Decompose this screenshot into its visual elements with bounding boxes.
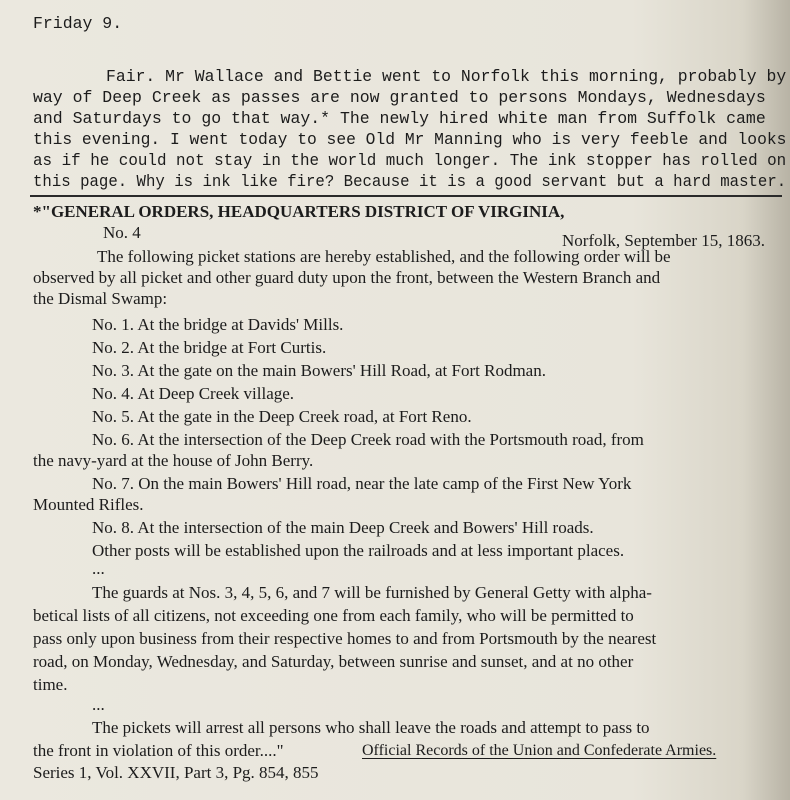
pickets-line-2: the front in violation of this order...." — [33, 741, 284, 760]
separator-rule — [30, 195, 782, 197]
source-reference: Series 1, Vol. XXVII, Part 3, Pg. 854, 855 — [33, 763, 319, 782]
orders-intro-2: observed by all picket and other guard duty upon the front, between the Western Branch and — [33, 268, 661, 287]
orders-place-date: Norfolk, September 15, 1863. — [562, 231, 766, 250]
guards-line-5: time. — [33, 675, 68, 694]
station-7-cont: Mounted Rifles. — [33, 495, 144, 514]
ellipsis-2: ... — [92, 695, 105, 714]
other-posts: Other posts will be established upon the railroads and at less important places. — [92, 541, 625, 560]
diary-date: Friday 9. — [33, 14, 123, 33]
guards-line-3: pass only upon business from their respective homes to and from Portsmouth by the nearest — [33, 629, 657, 648]
guards-line-2: betical lists of all citizens, not exceeding one from each family, who will be permitted to — [33, 606, 634, 625]
source-title: Official Records of the Union and Confederate Armies. — [362, 742, 717, 759]
station-6-cont: the navy-yard at the house of John Berry. — [33, 451, 314, 470]
station-2: No. 2. At the bridge at Fort Curtis. — [92, 338, 327, 357]
station-7: No. 7. On the main Bowers' Hill road, near the late camp of the First New York — [92, 474, 632, 493]
diary-line-3: and Saturdays to go that way.* The newly hired white man from Suffolk came — [33, 109, 766, 128]
station-4: No. 4. At Deep Creek village. — [92, 384, 295, 403]
orders-heading: *"GENERAL ORDERS, HEADQUARTERS DISTRICT OF VIRGINIA, — [33, 202, 565, 221]
orders-number: No. 4 — [103, 223, 141, 242]
orders-intro-1: The following picket stations are hereby established, and the following order will be — [97, 247, 671, 266]
pickets-line-1: The pickets will arrest all persons who shall leave the roads and attempt to pass to — [92, 718, 650, 737]
ellipsis-1: ... — [92, 559, 105, 578]
station-5: No. 5. At the gate in the Deep Creek road, at Fort Reno. — [92, 407, 472, 426]
station-3: No. 3. At the gate on the main Bowers' Hill Road, at Fort Rodman. — [92, 361, 546, 380]
guards-line-1: The guards at Nos. 3, 4, 5, 6, and 7 will be furnished by General Getty with alpha- — [92, 583, 652, 602]
diary-line-1: Fair. Mr Wallace and Bettie went to Norfolk this morning, probably by — [106, 67, 787, 86]
orders-intro-3: the Dismal Swamp: — [33, 289, 168, 308]
station-8: No. 8. At the intersection of the main Deep Creek and Bowers' Hill roads. — [92, 518, 594, 537]
diary-line-2: way of Deep Creek as passes are now granted to persons Mondays, Wednesdays — [33, 88, 766, 107]
diary-line-5: as if he could not stay in the world much longer. The ink stopper has rolled on — [33, 151, 787, 170]
diary-line-6: this page. Why is ink like fire? Because it is a good servant but a hard master. — [33, 172, 787, 191]
diary-line-4: this evening. I went today to see Old Mr Manning who is very feeble and looks — [33, 130, 787, 149]
station-6: No. 6. At the intersection of the Deep Creek road with the Portsmouth road, from — [92, 430, 644, 449]
guards-line-4: road, on Monday, Wednesday, and Saturday, between sunrise and sunset, and at no other — [33, 652, 634, 671]
station-1: No. 1. At the bridge at Davids' Mills. — [92, 315, 344, 334]
